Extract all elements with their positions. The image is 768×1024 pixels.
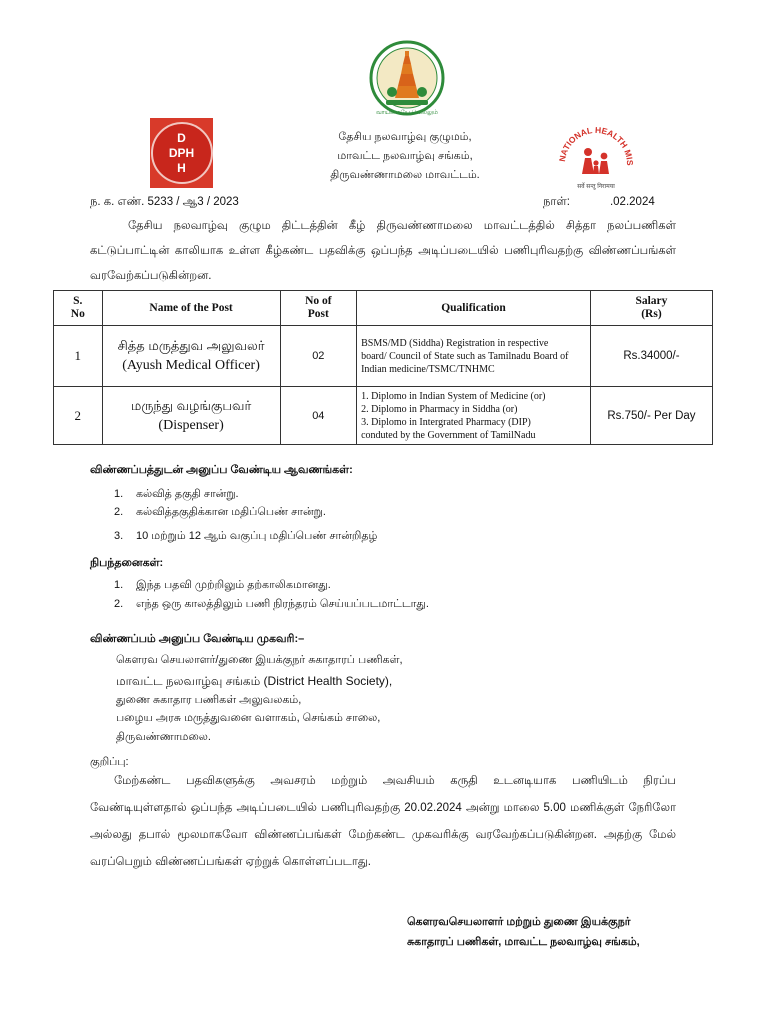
address-line-4: பழைய அரசு மருத்துவனை வளாகம், செங்கம் சாலை, bbox=[116, 712, 381, 724]
note-title: குறிப்பு: bbox=[90, 756, 129, 768]
list-item-text: கல்வித்தகுதிக்கான மதிப்பெண் சான்று. bbox=[136, 506, 326, 518]
nhm-caption: सर्वे सन्तु निरामया bbox=[577, 184, 615, 190]
header-qualification: Qualification bbox=[357, 291, 591, 326]
address-line-1: கௌரவ செயலாளர்/துணை இயக்குநர் சுகாதாரப் பணிகள், bbox=[116, 654, 403, 666]
signature-line-2: சுகாதாரப் பணிகள், மாவட்ட நலவாழ்வு சங்கம், bbox=[407, 936, 640, 948]
list-item bbox=[114, 506, 326, 520]
post-name-tamil: மருந்து வழங்குபவர் bbox=[130, 397, 252, 413]
list-item-text: இந்த பதவி முற்றிலும் தற்காலிகமானது. bbox=[136, 579, 331, 591]
address-title: விண்ணப்பம் அனுப்ப வேண்டிய முகவரி:– bbox=[90, 633, 305, 645]
organisation-header bbox=[300, 128, 510, 185]
list-item-number: 1. bbox=[114, 488, 124, 500]
national-health-mission-logo bbox=[553, 120, 639, 200]
table-row bbox=[54, 326, 713, 387]
address-line-2: மாவட்ட நலவாழ்வு சங்கம் (District Health Society), bbox=[116, 674, 393, 688]
intro-paragraph: தேசிய நலவாழ்வு குழும திட்டத்தின் கீழ் திருவண்ணாமலை மாவட்டத்தில் சித்தா நலப்பணிகள் கட்டுப்பாட்டின் காலியாக உள்ள கீழ்கண்ட பதவிக்கு ஒப்பந்த அடிப்படையில் பணிபுரிவதற்கு விண்ணப்பங்கள் வரவேற்கப்படுகின்றன. bbox=[90, 220, 676, 282]
row-qualification: 1. Diplomo in Indian System of Medicine (or) 2. Diplomo in Pharmacy in Siddha (or) 3. Diplomo in Intergrated Pharmacy (DIP) conduted by the Government of TamilNadu bbox=[357, 387, 591, 445]
list-item-text: 10 மற்றும் 12 ஆம் வகுப்பு மதிப்பெண் சான்றிதழ் bbox=[136, 530, 378, 542]
row-post bbox=[102, 326, 280, 387]
posts-table bbox=[53, 290, 713, 445]
row-salary: Rs.750/- Per Day bbox=[590, 387, 712, 445]
list-item-text: எந்த ஒரு காலத்திலும் பணி நிரந்தரம் செய்யப்படமாட்டாது. bbox=[136, 598, 429, 610]
header-sno: S. No bbox=[54, 291, 103, 326]
post-name-english: (Ayush Medical Officer) bbox=[122, 358, 260, 373]
list-item-number: 2. bbox=[114, 506, 124, 518]
org-line-2: மாவட்ட நலவாழ்வு சங்கம், bbox=[337, 150, 473, 162]
documents-title: விண்ணப்பத்துடன் அனுப்ப வேண்டிய ஆவணங்கள்: bbox=[90, 464, 353, 476]
date-label: நாள்: bbox=[543, 196, 570, 208]
table-row bbox=[54, 387, 713, 445]
date-line bbox=[543, 196, 655, 210]
header-salary: Salary (Rs) bbox=[590, 291, 712, 326]
row-sno: 1 bbox=[54, 326, 103, 387]
list-item-number: 1. bbox=[114, 579, 124, 591]
header-post-name: Name of the Post bbox=[102, 291, 280, 326]
post-name-english: (Dispenser) bbox=[158, 417, 224, 433]
dph-logo-letter-bottom: H bbox=[177, 160, 186, 175]
row-count: 02 bbox=[280, 326, 357, 387]
dph-logo-letters-middle: DPH bbox=[168, 145, 195, 160]
list-item-text: கல்வித் தகுதி சான்று. bbox=[136, 488, 239, 500]
list-item-number: 2. bbox=[114, 598, 124, 610]
post-name-tamil: சித்த மருத்துவ அலுவலர் bbox=[117, 338, 265, 353]
note-paragraph: மேற்கண்ட பதவிகளுக்கு அவசரம் மற்றும் அவசியம் கருதி உடனடியாக பணியிடம் நிரப்ப வேண்டியுள்ளதால் ஒப்பந்த அடிப்படையில் பணிபுரிவதற்கு 20.02.2024 அன்று மாலை 5.00 மணிக்குள் நேரிலோ அல்லது தபால் மூலமாகவோ விண்ணப்பங்கள் மேற்கண்ட முகவரிக்கு வரவேற்கப்படுகின்றன. அதற்கு மேல் வரப்பெறும் விண்ணப்பங்கள் ஏற்றுக் கொள்ளப்படாது. bbox=[90, 775, 676, 868]
emblem-caption: வாய்மையே வெல்லும் bbox=[375, 110, 438, 116]
tamilnadu-emblem-logo bbox=[364, 40, 450, 120]
org-line-1: தேசிய நலவாழ்வு குழுமம், bbox=[338, 131, 472, 143]
list-item-number: 3. bbox=[114, 530, 124, 542]
header-post-count: No of Post bbox=[280, 291, 357, 326]
reference-number: ந. க. எண். 5233 / ஆ3 / 2023 bbox=[90, 196, 239, 208]
list-item bbox=[114, 598, 429, 612]
conditions-title: நிபந்தனைகள்: bbox=[90, 557, 164, 569]
address-line-5: திருவண்ணாமலை. bbox=[116, 731, 211, 743]
org-line-3: திருவண்ணாமலை மாவட்டம். bbox=[330, 169, 480, 181]
list-item bbox=[114, 488, 239, 502]
row-sno: 2 bbox=[54, 387, 103, 445]
nhm-ring-text: NATIONAL HEALTH MIS bbox=[557, 124, 636, 166]
date-value: .02.2024 bbox=[609, 196, 655, 208]
table-header-row bbox=[54, 291, 713, 326]
row-post bbox=[102, 387, 280, 445]
list-item bbox=[114, 579, 331, 593]
address-line-3: துணை சுகாதார பணிகள் அலுவலகம், bbox=[116, 694, 302, 706]
dph-logo-letter-top: D bbox=[177, 130, 186, 145]
dph-logo bbox=[150, 118, 213, 188]
row-count: 04 bbox=[280, 387, 357, 445]
signature-line-1: கௌரவசெயலாளர் மற்றும் துணை இயக்குநர் bbox=[407, 916, 631, 928]
row-qualification: BSMS/MD (Siddha) Registration in respective board/ Council of State such as Tamilnadu Board of Indian medicine/TSMC/TNHMC bbox=[357, 326, 591, 387]
list-item bbox=[114, 530, 377, 544]
row-salary: Rs.34000/- bbox=[590, 326, 712, 387]
